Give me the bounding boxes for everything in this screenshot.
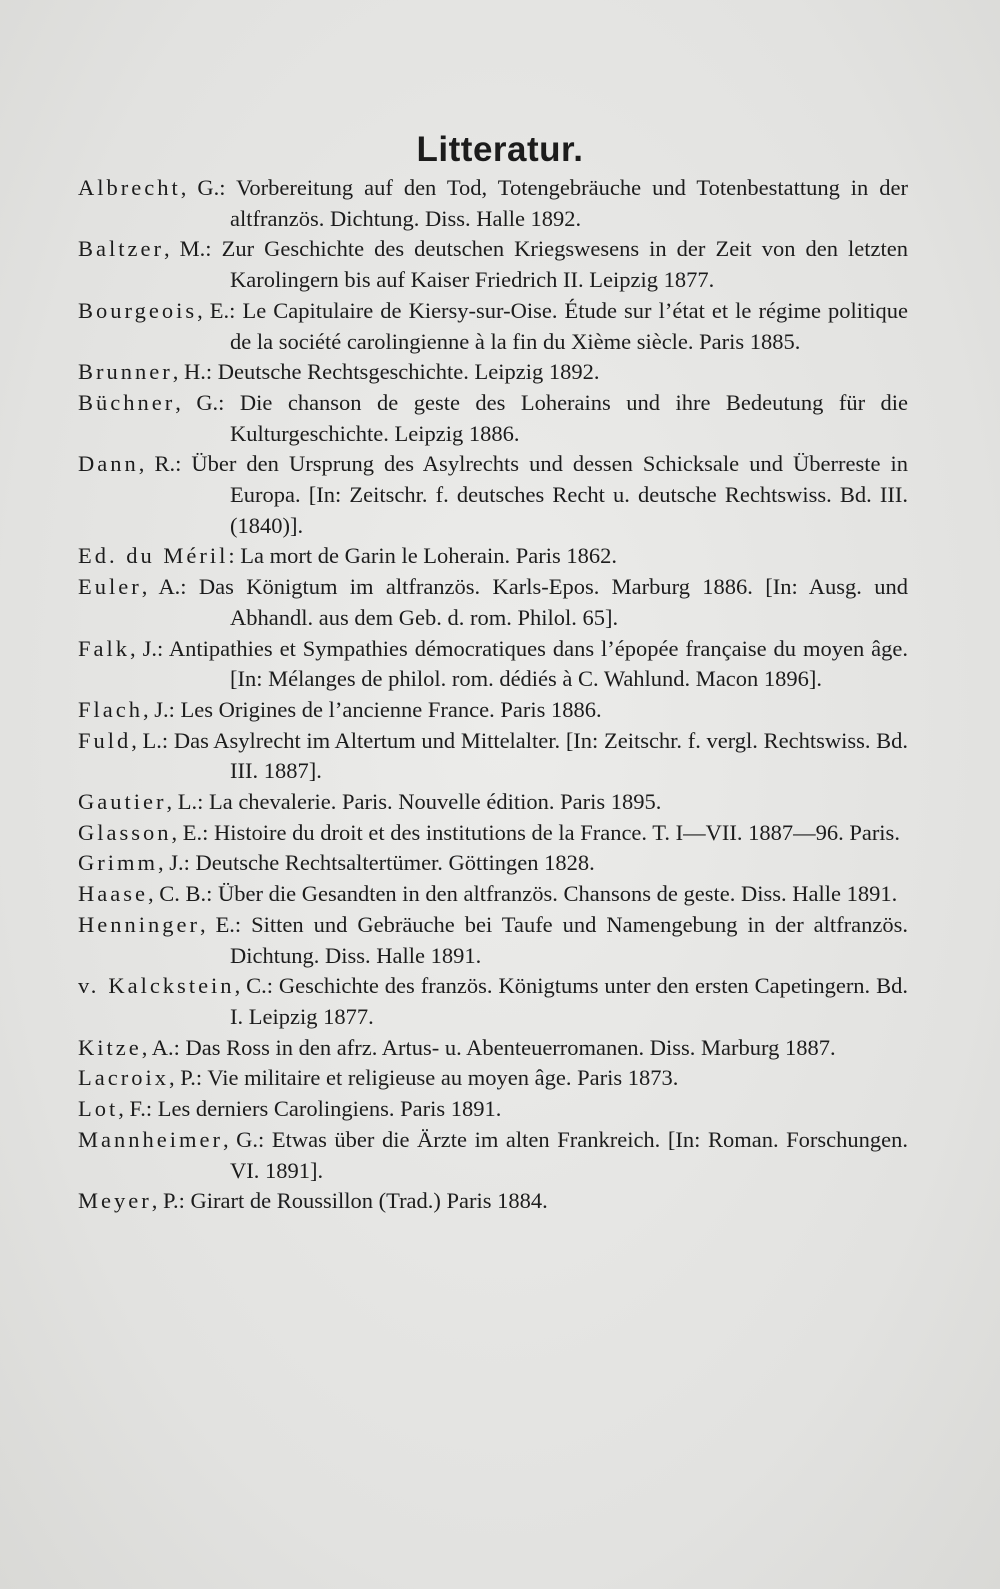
entry-text: Vie militaire et religieuse au moyen âge. Paris 1873. [207,1065,679,1091]
bibliography-list [78,173,908,1217]
entry-author: Büchner [78,389,176,415]
entry-author: Mannheimer [78,1126,223,1152]
entry-text: Antipathies et Sympathies démocratiques dans l’épopée française du moyen âge. [In: Mélanges de philol. rom. dédiés à C. Wahlund. Macon 1896]. [168,635,908,692]
entry-text: Das Ross in den afrz. Artus- u. Abenteuerromanen. Diss. Marburg 1887. [185,1034,836,1060]
entry-author: Meyer [78,1188,152,1214]
entry-initials: G.: [196,389,225,415]
entry-text: Deutsche Rechtsgeschichte. Leipzig 1892. [217,359,600,385]
entry-author: v. Kalckstein [78,973,235,999]
entry-text: Über die Gesandten in den altfranzös. Chansons de geste. Diss. Halle 1891. [218,881,898,907]
entry-initials: J.: [142,635,164,661]
entry-author: Bourgeois [78,297,198,323]
entry-text: Das Königtum im altfranzös. Karls-Epos. Marburg 1886. [In: Ausg. und Abhandl. aus dem Geb. d. rom. Philol. 65]. [198,574,909,630]
entry-initials: C.: [246,973,273,999]
bibliography-entry: Grimm, J.: Deutsche Rechtsaltertümer. Göttingen 1828. [78,850,595,876]
bibliography-entry: Henninger, E.: Sitten und Gebräuche bei Taufe und Namengebung in der altfranzös. Dichtung. Diss. Halle 1891. [78,911,909,968]
entry-author: Kitze [78,1034,142,1060]
entry-initials: F.: [129,1096,153,1122]
bibliography-entry: Lot, F.: Les derniers Carolingiens. Paris 1891. [78,1096,502,1122]
page-title: Litteratur. [416,130,584,169]
entry-text: Le Capitulaire de Kiersy-sur-Oise. Étude sur l’état et le régime politique de la société carolingienne à la fin du Xième siècle. Paris 1885. [230,297,908,354]
bibliography-entry: Lacroix, P.: Vie militaire et religieuse au moyen âge. Paris 1873. [78,1065,679,1091]
entry-initials: J.: [169,850,190,876]
entry-author: Ed. du Méril [78,543,229,569]
bibliography-entry: Euler, A.: Das Königtum im altfranzös. Karls-Epos. Marburg 1886. [In: Ausg. und Abhandl. aus dem Geb. d. rom. Philol. 65]. [78,574,909,630]
bibliography-entry: Albrecht, G.: Vorbereitung auf den Tod, Totengebräuche und Totenbestattung in der altfranzös. Dichtung. Diss. Halle 1892. [78,175,909,231]
entry-initials: E.: [215,911,242,937]
entry-text: Les Origines de l’ancienne France. Paris 1886. [180,696,602,722]
bibliography-entry: Mannheimer, G.: Etwas über die Ärzte im alten Frankreich. [In: Roman. Forschungen. VI. 1891]. [78,1126,909,1183]
bibliography-entry: Baltzer, M.: Zur Geschichte des deutschen Kriegswesens in der Zeit von den letzten Karolingern bis auf Kaiser Friedrich II. Leipzig 1877. [78,236,909,293]
bibliography-entry: Flach, J.: Les Origines de l’ancienne France. Paris 1886. [78,696,602,722]
bibliography-entry: Meyer, P.: Girart de Roussillon (Trad.) Paris 1884. [78,1188,548,1214]
entry-text: Girart de Roussillon (Trad.) Paris 1884. [190,1188,548,1214]
entry-text: Zur Geschichte des deutschen Kriegswesens in der Zeit von den letzten Karolingern bis auf Kaiser Friedrich II. Leipzig 1877. [221,236,909,293]
entry-author: Lacroix [78,1065,169,1091]
entry-text: Das Asylrecht im Altertum und Mittelalter. [In: Zeitschr. f. vergl. Rechtswiss. Bd. III. 1887]. [173,727,908,784]
entry-author: Fuld [78,727,132,753]
bibliography-entry: Haase, C. B.: Über die Gesandten in den altfranzös. Chansons de geste. Diss. Halle 1891. [78,881,898,907]
entry-initials: A.: [158,574,187,600]
entry-initials: L.: [142,727,169,753]
entry-author: Haase [78,881,148,907]
bibliography-entry: Gautier, L.: La chevalerie. Paris. Nouvelle édition. Paris 1895. [78,789,662,815]
entry-author: Falk [78,635,131,661]
entry-text: Über den Ursprung des Asylrechts und dessen Schicksale und Überreste in Europa. [In: Zeitschr. f. deutsches Recht u. deutsche Rechtswiss. Bd. III. (1840)]. [191,451,909,538]
entry-text: Les derniers Carolingiens. Paris 1891. [157,1096,502,1122]
bibliography-entry [78,541,908,572]
entry-text: La mort de Garin le Loherain. Paris 1862. [240,543,618,569]
entry-author: Flach [78,696,143,722]
entry-text: La chevalerie. Paris. Nouvelle édition. Paris 1895. [208,789,662,815]
entry-author: Gautier [78,789,167,815]
entry-text: Histoire du droit et des institutions de la France. T. I—VII. 1887—96. Paris. [214,819,900,845]
entry-initials: P.: [162,1188,185,1214]
entry-text: Deutsche Rechtsaltertümer. Göttingen 1828. [195,850,595,876]
entry-text: Etwas über die Ärzte im alten Frankreich. [In: Roman. Forschungen. VI. 1891]. [230,1126,909,1183]
entry-author: Albrecht [78,175,181,200]
entry-initials: : [228,543,235,569]
entry-initials: E.: [209,297,236,323]
entry-text: Vorbereitung auf den Tod, Totengebräuche und Totenbestattung in der altfranzös. Dichtung. Diss. Halle 1892. [230,175,909,231]
bibliography-entry: Falk, J.: Antipathies et Sympathies démocratiques dans l’épopée française du moyen âge. [In: Mélanges de philol. rom. dédiés à C. Wahlund. Macon 1896]. [78,635,908,692]
entry-author: Brunner [78,359,173,385]
entry-initials: P.: [180,1065,203,1091]
entry-initials: L.: [177,789,204,815]
entry-initials: C. B.: [159,881,213,907]
entry-text: Geschichte des französ. Königtums unter den ersten Capetingern. Bd. I. Leipzig 1877. [230,973,908,1029]
entry-author: Dann [78,451,139,477]
entry-author: Grimm [78,850,158,876]
bibliography-entry: Büchner, G.: Die chanson de geste des Loherains und ihre Bedeutung für die Kulturgeschichte. Leipzig 1886. [78,389,908,446]
entry-initials: E.: [182,819,209,845]
bibliography-entry: Brunner, H.: Deutsche Rechtsgeschichte. Leipzig 1892. [78,359,600,385]
bibliography-entry: Fuld, L.: Das Asylrecht im Altertum und Mittelalter. [In: Zeitschr. f. vergl. Rechtswiss. Bd. III. 1887]. [78,727,908,784]
entry-initials: J.: [154,696,175,722]
entry-initials: A.: [151,1034,180,1060]
bibliography-entry: Dann, R.: Über den Ursprung des Asylrechts und dessen Schicksale und Überreste in Europa. [In: Zeitschr. f. deutsches Recht u. deutsche Rechtswiss. Bd. III. (1840)]. [78,451,909,538]
entry-text: Sitten und Gebräuche bei Taufe und Namengebung in der altfranzös. Dichtung. Diss. Halle 1891. [230,911,909,968]
entry-initials: G.: [236,1126,265,1152]
entry-initials: M.: [179,236,212,262]
entry-initials: H.: [183,359,213,385]
entry-text: Die chanson de geste des Loherains und ihre Bedeutung für die Kulturgeschichte. Leipzig 1886. [230,389,908,446]
bibliography-entry: Glasson, E.: Histoire du droit et des institutions de la France. T. I—VII. 1887—96. Paris. [78,819,900,845]
entry-author: Henninger [78,911,200,937]
bibliography-entry: Bourgeois, E.: Le Capitulaire de Kiersy-sur-Oise. Étude sur l’état et le régime politique de la société carolingienne à la fin du Xième siècle. Paris 1885. [78,297,908,354]
bibliography-entry: Kitze, A.: Das Ross in den afrz. Artus- u. Abenteuerromanen. Diss. Marburg 1887. [78,1034,836,1060]
entry-author: Glasson [78,819,172,845]
entry-author: Baltzer [78,236,164,262]
entry-author: Euler [78,574,142,600]
entry-initials: R.: [154,451,182,477]
entry-initials: G.: [197,175,226,200]
bibliography-entry: v. Kalckstein, C.: Geschichte des französ. Königtums unter den ersten Capetingern. Bd. I. Leipzig 1877. [78,973,908,1029]
entry-author: Lot [78,1096,119,1122]
